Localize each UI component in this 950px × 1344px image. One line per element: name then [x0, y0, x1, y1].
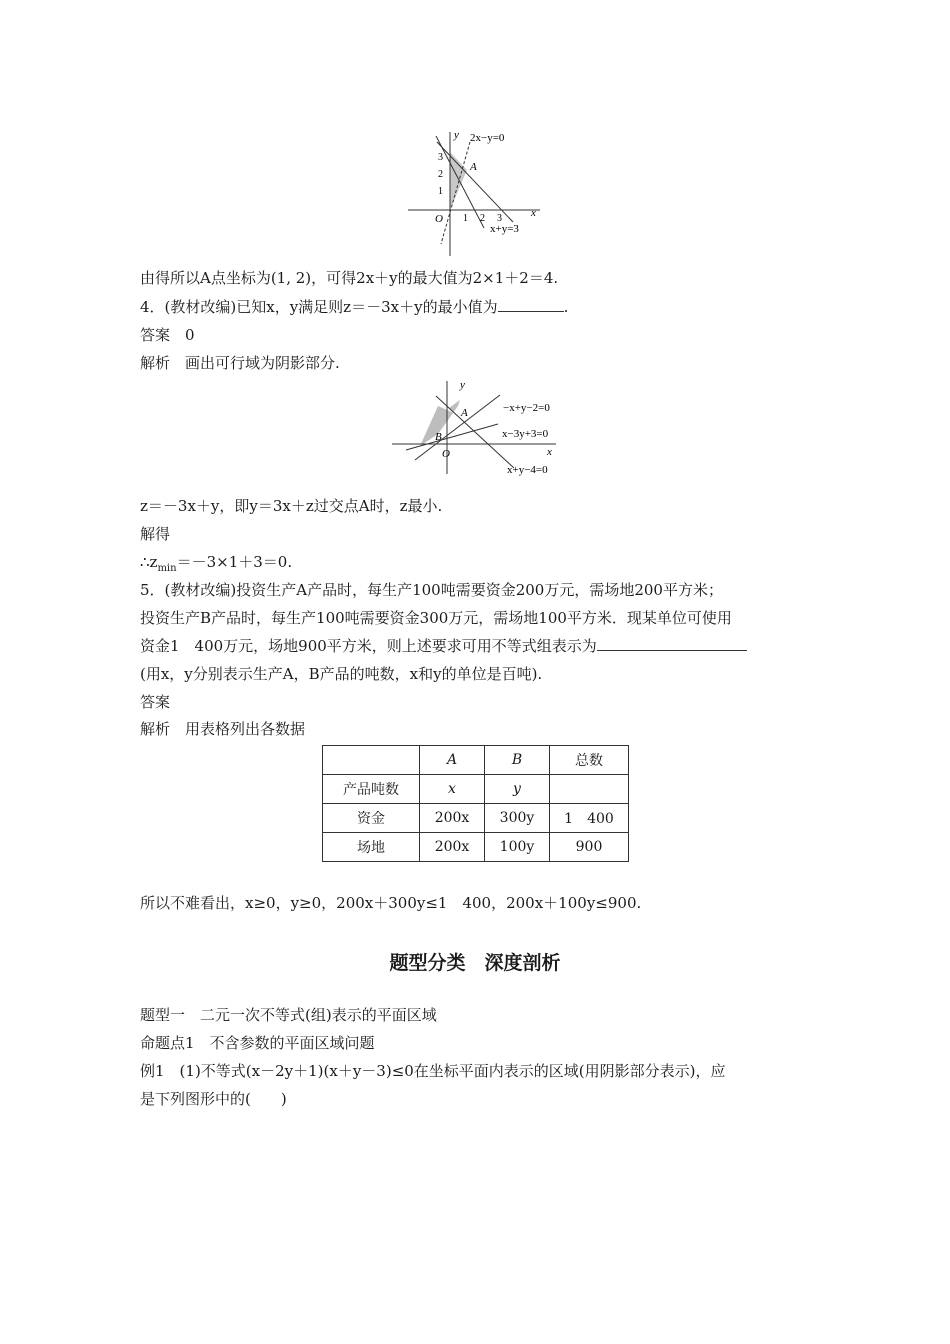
q4-line-3: $\therefore z_{min}=-3\times 1+3=0$. — [140, 553, 293, 574]
table-cell: 100y — [485, 833, 550, 862]
table-cell: 1 400 — [550, 804, 629, 833]
table-cell — [550, 775, 629, 804]
table-cell — [323, 746, 420, 775]
feasible-region-figure-1 — [400, 128, 550, 264]
table-cell: A — [420, 746, 485, 775]
x-axis-label: x — [531, 207, 536, 219]
line-label-top: 2x−y=0 — [470, 132, 505, 144]
table-cell: 300y — [485, 804, 550, 833]
y-tick-1: 1 — [438, 186, 443, 197]
origin-label: O — [442, 448, 450, 460]
y-tick-2: 2 — [438, 169, 443, 180]
point-title: 命题点1 不含参数的平面区域问题 — [140, 1034, 375, 1052]
point-b-label: B — [435, 431, 442, 443]
y-axis-label: y — [460, 379, 465, 391]
x-tick-3: 3 — [497, 213, 502, 224]
y-tick-3: 3 — [438, 152, 443, 163]
q5-line-2: 投资生产B产品时，每生产100吨需要资金300万元，需场地100平方米．现某单位可使用 — [140, 609, 732, 627]
q4-analysis: 解析 画出可行域为阴影部分. — [140, 354, 340, 372]
table-cell: 总数 — [550, 746, 629, 775]
q5-line-4: (用x，y分别表示生产A，B产品的吨数，x和y的单位是百吨). — [140, 665, 543, 683]
table-cell: 900 — [550, 833, 629, 862]
origin-label: O — [435, 213, 443, 225]
section-heading: 题型分类 深度剖析 — [389, 952, 561, 974]
table-header-row — [323, 746, 629, 775]
type-title: 题型一 二元一次不等式(组)表示的平面区域 — [140, 1006, 437, 1024]
line-label-bottom: x+y=3 — [490, 223, 519, 235]
table-cell: 200x — [420, 833, 485, 862]
x-tick-2: 2 — [480, 213, 485, 224]
table-cell: 资金 — [323, 804, 420, 833]
line-point-a: 由得所以A点坐标为(1, 2)，可得2x＋y的最大值为2×1＋2＝4. — [140, 269, 559, 287]
q4-line-2: 解得 — [140, 525, 171, 543]
line-label-2: x−3y+3=0 — [502, 428, 549, 440]
q5-answer: 答案 — [140, 693, 171, 711]
q5-line-3: 资金1 400万元，场地900平方米，则上述要求可用不等式组表示为 — [140, 635, 747, 657]
q5-analysis: 解析 用表格列出各数据 — [140, 720, 306, 738]
answer-blank-4 — [498, 297, 564, 312]
x-tick-1: 1 — [463, 213, 468, 224]
point-a-label: A — [470, 161, 477, 173]
feasible-region-figure-2 — [390, 378, 570, 482]
point-a-label: A — [461, 407, 468, 419]
line-x-minus-3y — [406, 424, 498, 450]
table-row — [323, 775, 629, 804]
line-2x-y — [436, 136, 484, 228]
example-1-line-2: 是下列图形中的( ) — [140, 1090, 287, 1108]
q5-line-1: 5．(教材改编)投资生产A产品时，每生产100吨需要资金200万元，需场地200平方米； — [140, 581, 723, 599]
table-cell: 场地 — [323, 833, 420, 862]
table-row — [323, 833, 629, 862]
answer-blank-5 — [597, 636, 747, 651]
q4-line-1: z＝－3x＋y，即y＝3x＋z过交点A时，z最小. — [140, 497, 443, 515]
y-axis-label: y — [454, 129, 459, 141]
example-1-line-1: 例1 (1)不等式(x－2y＋1)(x＋y－3)≤0在坐标平面内表示的区域(用阴影部分表示)，应 — [140, 1062, 726, 1080]
data-table — [322, 745, 629, 862]
table-row — [323, 804, 629, 833]
table-cell: y — [485, 775, 550, 804]
q5-conclusion: 所以不难看出，x≥0，y≥0，200x＋300y≤1 400，200x＋100y≤900. — [140, 894, 642, 912]
q4-answer: 答案 0 — [140, 326, 195, 344]
line-label-3: x+y−4=0 — [507, 464, 548, 476]
table-cell: 产品吨数 — [323, 775, 420, 804]
x-axis-label: x — [547, 446, 552, 458]
table-cell: x — [420, 775, 485, 804]
table-cell: 200x — [420, 804, 485, 833]
question-4: 4．(教材改编)已知x，y满足则z＝－3x＋y的最小值为 . — [140, 298, 569, 316]
line-label-1: −x+y−2=0 — [503, 402, 550, 414]
table-cell: B — [485, 746, 550, 775]
